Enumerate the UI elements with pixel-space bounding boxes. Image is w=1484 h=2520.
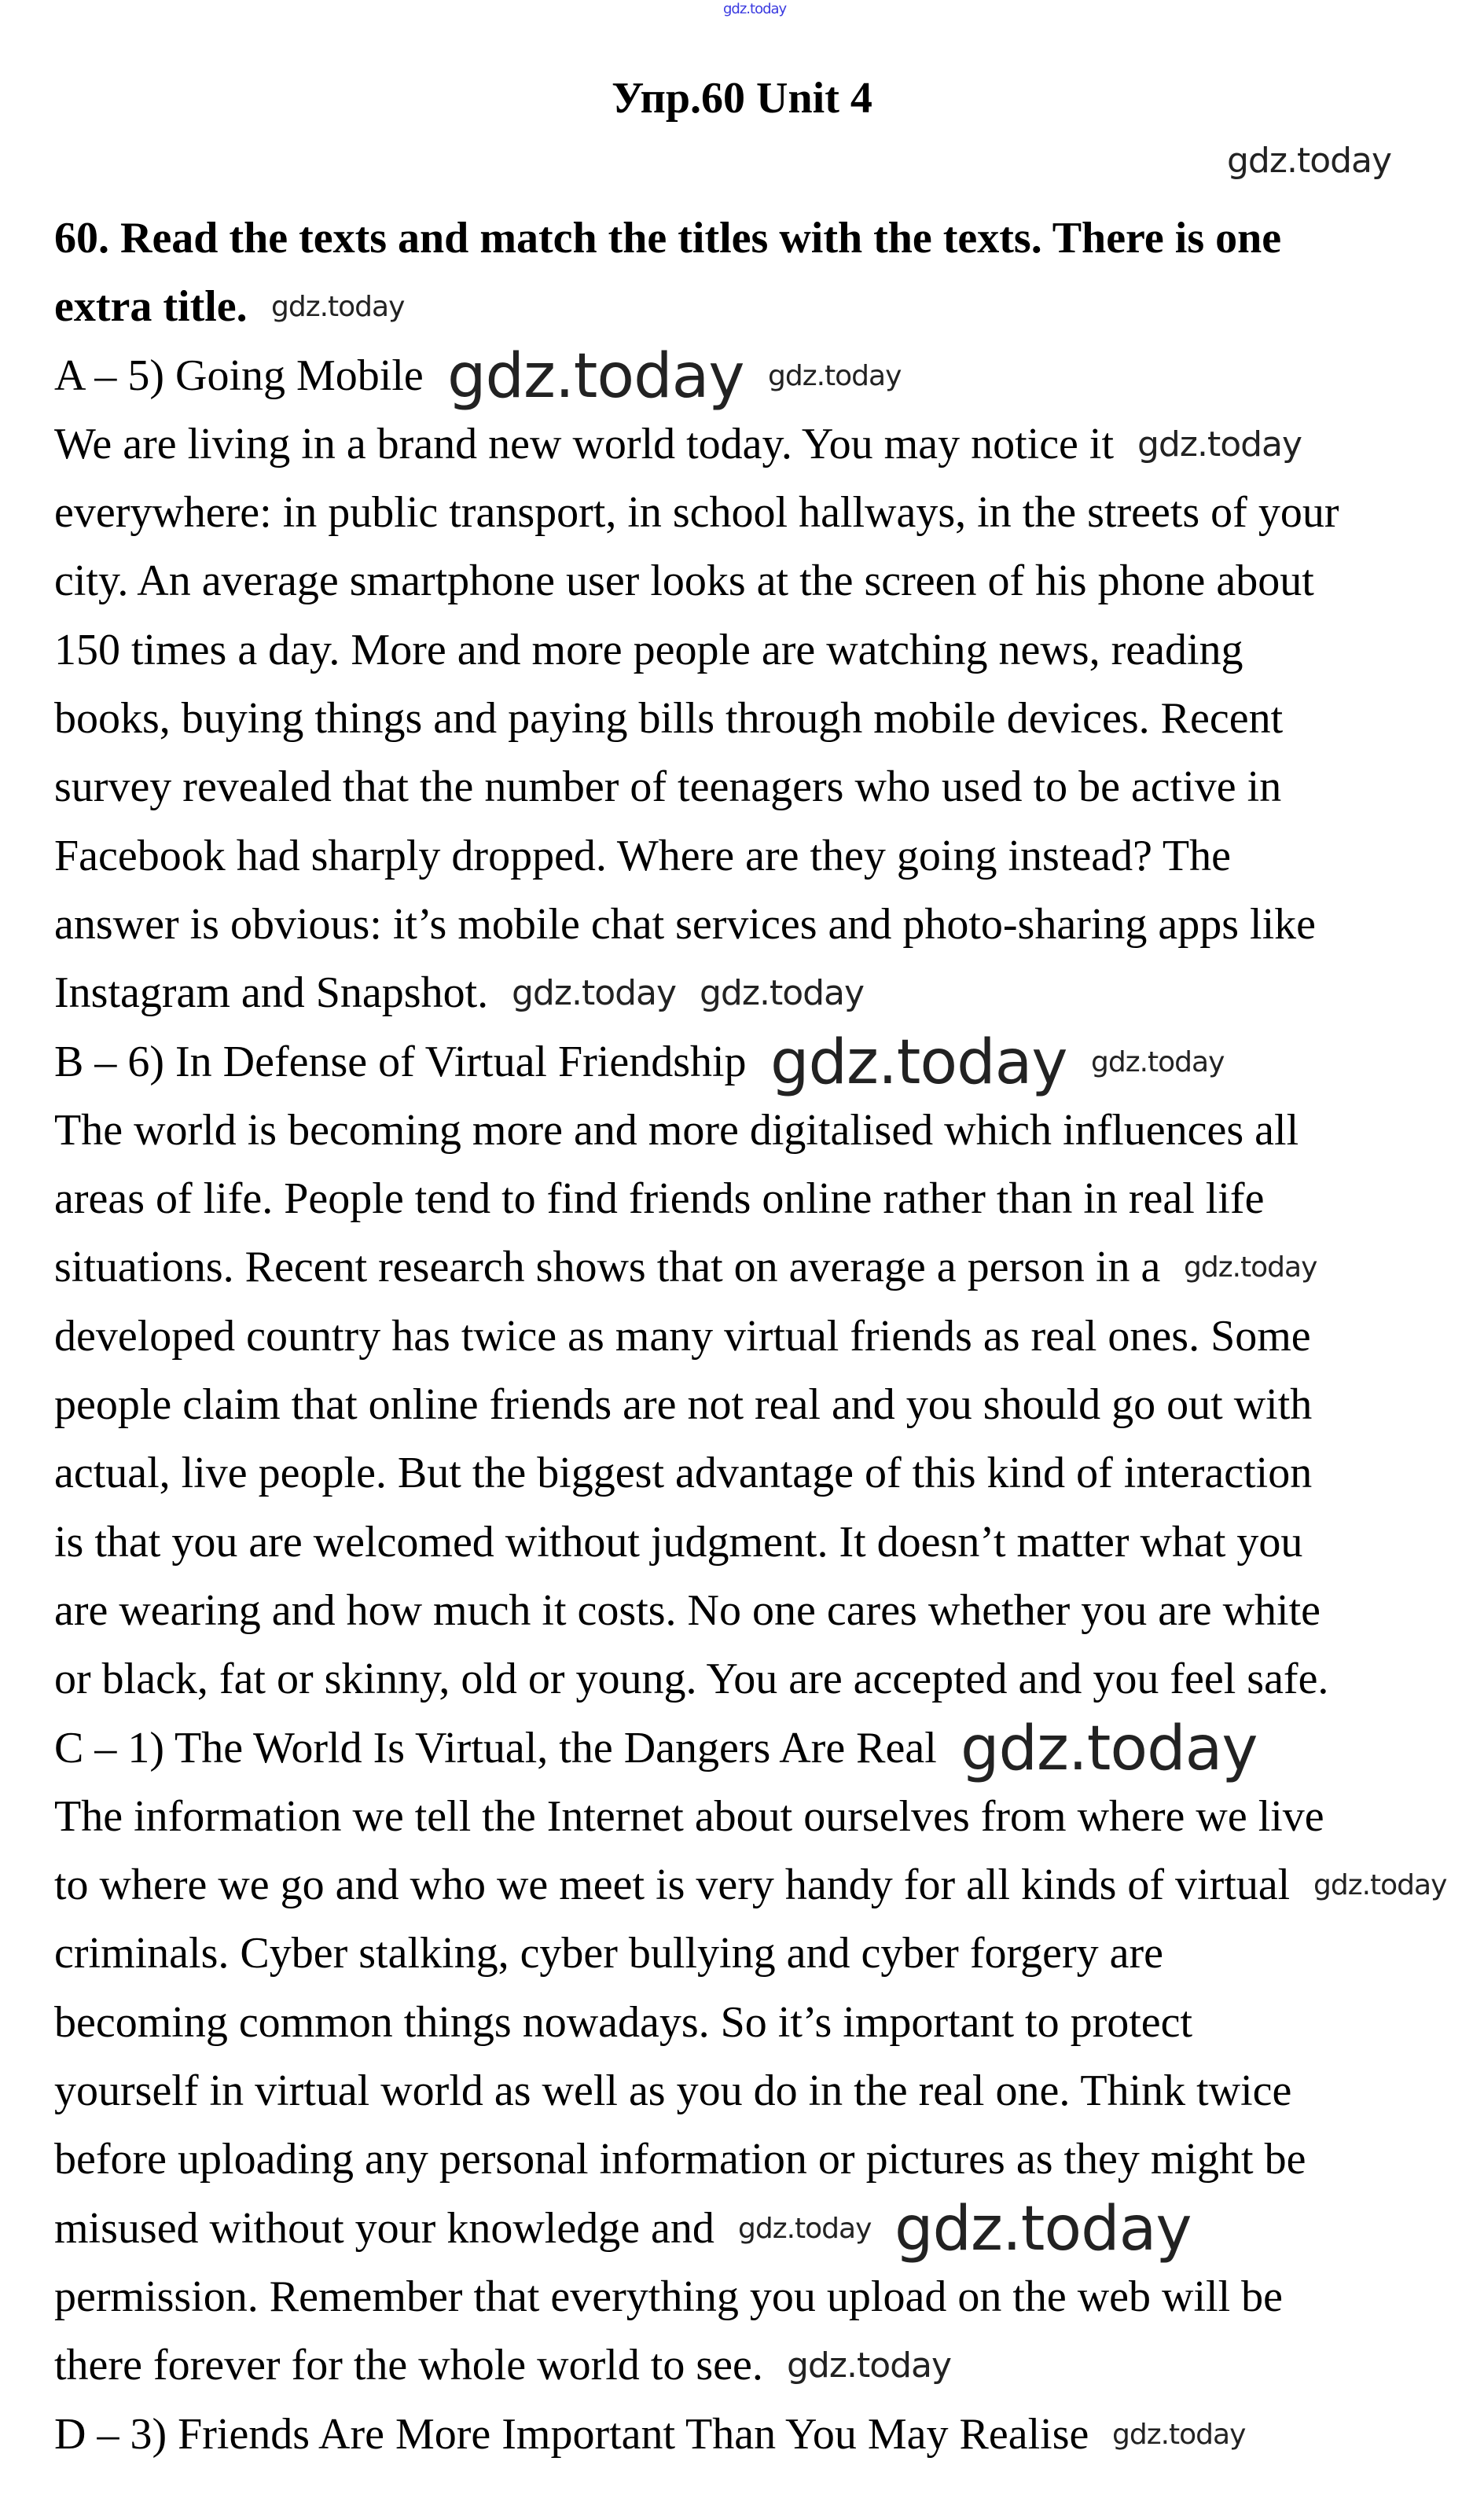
text-line: 150 times a day. More and more people are watching news, reading — [54, 625, 1243, 674]
watermark: gdz.today — [1313, 1868, 1447, 1901]
watermark: gdz.today — [768, 359, 902, 392]
watermark: gdz.today — [447, 340, 744, 412]
text-line: becoming common things nowadays. So it’s important to protect — [54, 1997, 1193, 2047]
watermark: gdz.today — [1091, 1045, 1225, 1078]
exercise-content — [54, 204, 1339, 2469]
text-line: survey revealed that the number of teenagers who used to be active in — [54, 762, 1282, 812]
watermark: gdz.today — [894, 2193, 1192, 2265]
text-line: is that you are welcomed without judgment. It doesn’t matter what you — [54, 1517, 1303, 1567]
text-line: criminals. Cyber stalking, cyber bullying and cyber forgery are — [54, 1929, 1163, 1978]
text-line: We are living in a brand new world today. You may notice it — [54, 419, 1115, 468]
watermark: gdz.today — [271, 290, 405, 323]
watermark: gdz.today — [1112, 2418, 1246, 2451]
section-heading-b: B – 6) In Defense of Virtual Friendship — [54, 1037, 747, 1086]
text-line: city. An average smartphone user looks at the screen of his phone about — [54, 557, 1314, 606]
task-instruction: extra title. — [54, 282, 248, 332]
watermark: gdz.today — [700, 972, 865, 1013]
text-line: areas of life. People tend to find friends online rather than in real life — [54, 1174, 1265, 1224]
text-line: actual, live people. But the biggest advantage of this kind of interaction — [54, 1449, 1313, 1498]
page-title: Упр.60 Unit 4 — [612, 74, 872, 123]
watermark: gdz.today — [1227, 141, 1392, 181]
watermark: gdz.today — [770, 1027, 1067, 1098]
watermark: gdz.today — [961, 1713, 1258, 1784]
text-line: there forever for the whole world to see. — [54, 2341, 763, 2390]
text-line: The information we tell the Internet about ourselves from where we live — [54, 1791, 1324, 1841]
text-line: are wearing and how much it costs. No one cares whether you are white — [54, 1585, 1321, 1635]
text-line: before uploading any personal information or pictures as they might be — [54, 2135, 1306, 2184]
text-line: Instagram and Snapshot. — [54, 968, 489, 1018]
watermark: gdz.today — [512, 972, 677, 1013]
section-heading-d: D – 3) Friends Are More Important Than You May Realise — [54, 2409, 1089, 2459]
watermark: gdz.today — [787, 2345, 952, 2386]
text-line: situations. Recent research shows that on average a person in a — [54, 1243, 1161, 1292]
watermark: gdz.today — [1184, 1251, 1317, 1284]
text-line: or black, fat or skinny, old or young. You are accepted and you feel safe. — [54, 1655, 1329, 1704]
text-line: Facebook had sharply dropped. Where are they going instead? The — [54, 831, 1231, 880]
text-line: everywhere: in public transport, in school hallways, in the streets of your — [54, 488, 1339, 538]
watermark: gdz.today — [738, 2212, 872, 2245]
section-heading-a: A – 5) Going Mobile — [54, 351, 424, 400]
text-line: yourself in virtual world as well as you do in the real one. Think twice — [54, 2066, 1292, 2116]
text-line: developed country has twice as many virtual friends as real ones. Some — [54, 1311, 1311, 1361]
text-line: books, buying things and paying bills through mobile devices. Recent — [54, 694, 1284, 744]
task-instruction: 60. Read the texts and match the titles with the texts. There is one — [54, 214, 1282, 263]
watermark: gdz.today — [723, 1, 787, 17]
text-line: answer is obvious: it’s mobile chat services and photo-sharing apps like — [54, 899, 1317, 949]
text-line: permission. Remember that everything you upload on the web will be — [54, 2272, 1283, 2321]
watermark: gdz.today — [1137, 424, 1302, 465]
text-line: misused without your knowledge and — [54, 2203, 714, 2253]
text-line: people claim that online friends are not real and you should go out with — [54, 1380, 1313, 1430]
text-line: The world is becoming more and more digitalised which influences all — [54, 1105, 1299, 1155]
section-heading-c: C – 1) The World Is Virtual, the Dangers Are Real — [54, 1723, 937, 1772]
text-line: to where we go and who we meet is very handy for all kinds of virtual — [54, 1861, 1291, 1910]
